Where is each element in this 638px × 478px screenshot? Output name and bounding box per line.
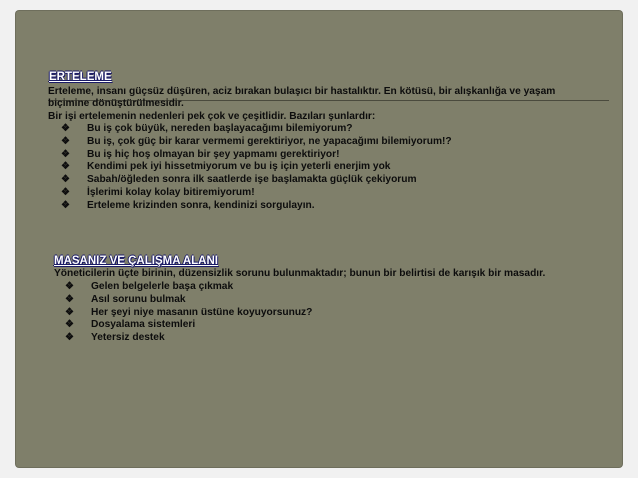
list-item bbox=[61, 161, 452, 174]
intro-line-2: biçimine dönüştürülmesidir. bbox=[48, 98, 184, 109]
list-item bbox=[65, 281, 312, 294]
list-item bbox=[65, 332, 312, 345]
diamond-bullet-icon: ❖ bbox=[61, 161, 70, 173]
list-item bbox=[65, 294, 312, 307]
list-item bbox=[65, 307, 312, 320]
list-item bbox=[65, 319, 312, 332]
diamond-bullet-icon: ❖ bbox=[61, 174, 70, 186]
list-item-text: Kendimi pek iyi hissetmiyorum ve bu iş için yeterli enerjim yok bbox=[87, 161, 391, 173]
diamond-bullet-icon: ❖ bbox=[65, 319, 74, 331]
diamond-bullet-icon: ❖ bbox=[61, 186, 70, 198]
diamond-bullet-icon: ❖ bbox=[61, 199, 70, 211]
list-item-text: Erteleme krizinden sonra, kendinizi sorgulayın. bbox=[87, 199, 315, 211]
list-item-text: Bu iş hiç hoş olmayan bir şey yapmamı gerektiriyor! bbox=[87, 148, 340, 160]
section-heading-masaniz: MASANIZ VE ÇALIŞMA ALANI bbox=[54, 255, 218, 267]
list-item-text: Gelen belgelerle başa çıkmak bbox=[91, 281, 234, 292]
list-item bbox=[61, 149, 452, 162]
list-item-text: Asıl sorunu bulmak bbox=[91, 293, 186, 305]
diamond-bullet-icon: ❖ bbox=[65, 332, 74, 344]
diamond-bullet-icon: ❖ bbox=[65, 281, 74, 292]
list-item-text: Bu iş, çok güç bir karar vermemi gerektiriyor, ne yapacağımı bilemiyorum!? bbox=[87, 135, 452, 147]
list-item bbox=[61, 174, 452, 187]
desk-list bbox=[65, 281, 312, 345]
diamond-bullet-icon: ❖ bbox=[61, 148, 70, 160]
diamond-bullet-icon: ❖ bbox=[65, 306, 74, 318]
intro-line-1: Erteleme, insanı güçsüz düşüren, aciz bırakan bulaşıcı bir hastalıktır. En kötüsü, bir alışkanlığa ve yaşam bbox=[48, 86, 556, 97]
list-item-text: Her şeyi niye masanın üstüne koyuyorsunuz? bbox=[91, 306, 313, 318]
section2-lead: Yöneticilerin üçte birinin, düzensizlik sorunu bulunmaktadır; bunun bir belirtisi de karışık bir masadır. bbox=[54, 268, 546, 279]
diamond-bullet-icon: ❖ bbox=[61, 123, 70, 134]
list-item-text: Yetersiz destek bbox=[91, 332, 165, 344]
diamond-bullet-icon: ❖ bbox=[65, 293, 74, 305]
diamond-bullet-icon: ❖ bbox=[61, 135, 70, 147]
section1-lead: Bir işi ertelemenin nedenleri pek çok ve çeşitlidir. Bazıları şunlardır: bbox=[48, 111, 376, 122]
list-item-text: Bu iş çok büyük, nereden başlayacağımı bilemiyorum? bbox=[87, 123, 353, 134]
list-item-text: Dosyalama sistemleri bbox=[91, 319, 196, 331]
reasons-list bbox=[61, 123, 452, 213]
list-item-text: Sabah/öğleden sonra ilk saatlerde işe başlamakta güçlük çekiyorum bbox=[87, 174, 417, 186]
section-heading-erteleme: ERTELEME bbox=[49, 71, 112, 83]
list-item-text: İşlerimi kolay kolay bitiremiyorum! bbox=[87, 186, 255, 198]
list-item bbox=[61, 123, 452, 136]
list-item bbox=[61, 200, 452, 213]
list-item bbox=[61, 187, 452, 200]
list-item bbox=[61, 136, 452, 149]
